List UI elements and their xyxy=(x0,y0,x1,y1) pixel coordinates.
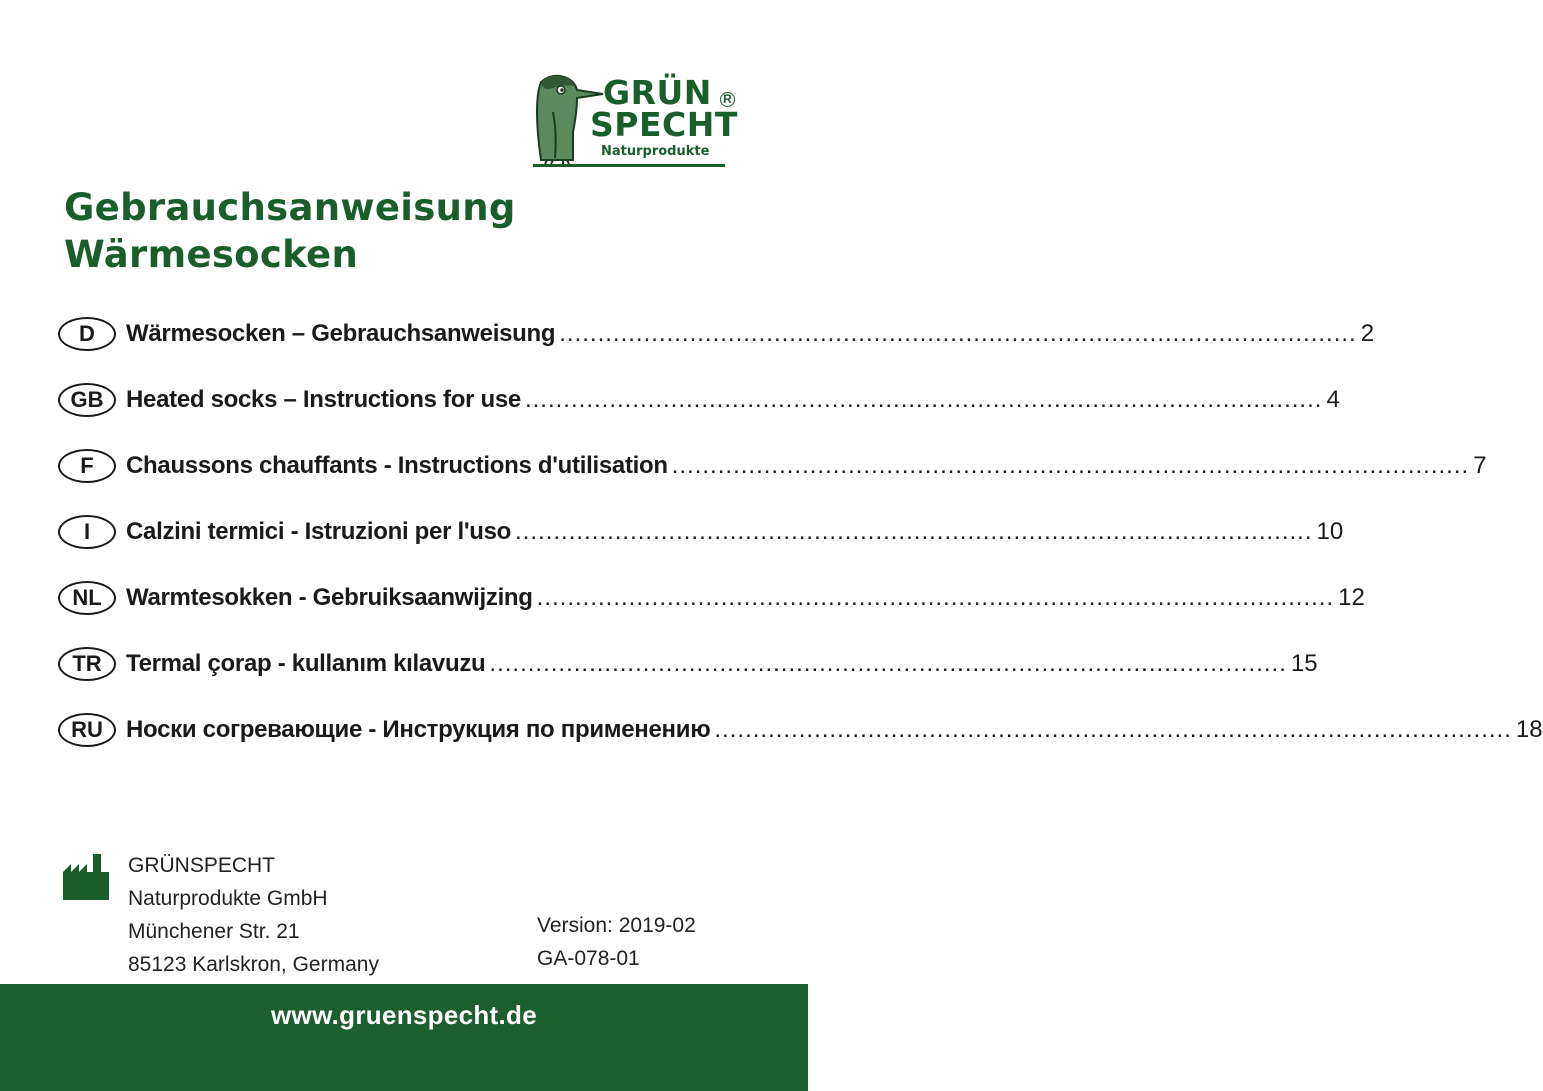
toc-row-fr[interactable] xyxy=(58,447,1487,513)
toc-row-tr[interactable] xyxy=(58,645,1318,711)
footer-bar xyxy=(0,984,808,1091)
toc-leader-dots xyxy=(714,711,1511,749)
factory-icon xyxy=(63,852,109,905)
brand-logo xyxy=(533,72,738,172)
logo-wordmark-line1: GRÜN xyxy=(603,73,712,112)
toc-entry xyxy=(126,447,1487,485)
toc-page-number: 2 xyxy=(1360,320,1375,347)
manufacturer-name: GRÜNSPECHT xyxy=(128,854,276,877)
toc-entry xyxy=(126,513,1343,551)
toc-leader-dots xyxy=(489,645,1286,683)
document-code: GA-078-01 xyxy=(537,947,640,970)
document-title xyxy=(64,184,516,278)
toc-leader-dots xyxy=(559,315,1356,353)
toc-row-nl[interactable] xyxy=(58,579,1365,645)
logo-underline xyxy=(533,164,725,167)
toc-entry-label: Warmtesokken - Gebruiksaanwijzing xyxy=(126,584,533,611)
toc-entry-label: Termal çorap - kullanım kılavuzu xyxy=(126,650,486,677)
language-badge: NL xyxy=(58,581,116,615)
logo-tagline: Naturprodukte xyxy=(601,144,710,159)
language-badge: TR xyxy=(58,647,116,681)
language-badge: F xyxy=(58,449,116,483)
manufacturer-city: 85123 Karlskron, Germany xyxy=(128,953,379,976)
toc-entry-label: Heated socks – Instructions for use xyxy=(126,386,521,413)
toc-entry-label: Носки согревающие - Инструкция по применению xyxy=(126,716,711,743)
toc-entry xyxy=(126,645,1318,683)
version-info xyxy=(537,909,696,975)
toc-page-number: 18 xyxy=(1515,716,1543,743)
language-badge: I xyxy=(58,515,116,549)
toc-entry xyxy=(126,315,1374,353)
toc-page-number: 4 xyxy=(1326,386,1340,413)
toc-leader-dots xyxy=(515,513,1312,551)
language-badge: GB xyxy=(58,383,116,417)
version-number: Version: 2019-02 xyxy=(537,914,696,937)
toc-leader-dots xyxy=(537,579,1334,617)
toc-row-gb[interactable] xyxy=(58,381,1340,447)
manufacturer-street: Münchener Str. 21 xyxy=(128,920,300,943)
toc-page-number: 15 xyxy=(1290,650,1318,677)
toc-entry xyxy=(126,579,1365,617)
language-badge: D xyxy=(58,317,116,351)
toc-entry-label: Chaussons chauffants - Instructions d'utilisation xyxy=(126,452,668,479)
website-link[interactable]: www.gruenspecht.de xyxy=(271,1000,537,1030)
title-line-1: Gebrauchsanweisung xyxy=(64,186,516,229)
toc-row-de[interactable] xyxy=(58,315,1375,381)
toc-leader-dots xyxy=(672,447,1469,485)
logo-wordmark-line2: SPECHT xyxy=(590,105,738,144)
table-of-contents xyxy=(58,315,1543,777)
language-badge: RU xyxy=(58,713,116,747)
title-line-2: Wärmesocken xyxy=(64,233,359,276)
registered-mark: R xyxy=(720,92,735,107)
toc-entry-label: Wärmesocken – Gebrauchsanweisung xyxy=(126,320,556,347)
toc-entry-label: Calzini termici - Istruzioni per l'uso xyxy=(126,518,512,545)
toc-entry xyxy=(126,711,1543,749)
toc-row-it[interactable] xyxy=(58,513,1344,579)
toc-page-number: 12 xyxy=(1338,584,1365,611)
toc-entry xyxy=(126,381,1340,419)
manufacturer-company: Naturprodukte GmbH xyxy=(128,887,328,910)
toc-leader-dots xyxy=(525,381,1322,419)
manufacturer-address xyxy=(128,849,379,981)
toc-page-number: 10 xyxy=(1316,518,1344,545)
toc-row-ru[interactable] xyxy=(58,711,1543,777)
toc-page-number: 7 xyxy=(1473,452,1487,479)
